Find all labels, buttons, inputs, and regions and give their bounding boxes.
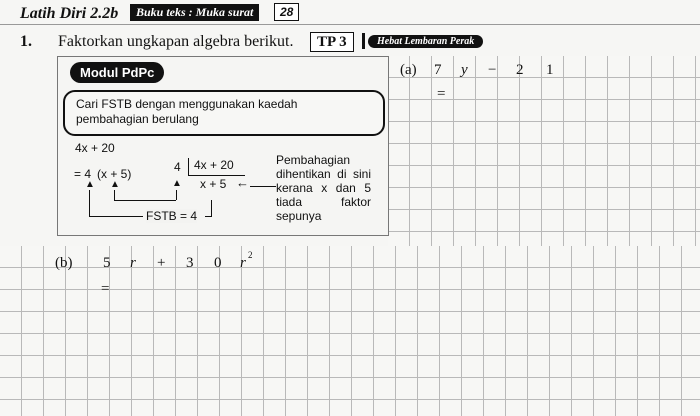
part-a-token: 2	[516, 62, 524, 78]
part-b-token: +	[157, 255, 166, 271]
hebat-tag	[368, 35, 483, 48]
part-b-equals: =	[101, 281, 110, 297]
up-arrow-icon: ▲	[85, 179, 95, 190]
modul-pdpc-pill	[70, 62, 164, 83]
part-a-token: y	[461, 62, 468, 78]
connector-line	[89, 216, 143, 217]
textbook-tag-label: Buku teks : Muka surat	[136, 5, 254, 19]
connector-line	[205, 216, 212, 217]
header-rule	[0, 24, 700, 25]
fstb-result: FSTB = 4	[146, 209, 198, 223]
connector-line	[89, 190, 90, 216]
up-arrow-icon: ▲	[172, 178, 182, 189]
tag-divider-icon	[362, 33, 365, 49]
arrow-line	[250, 186, 276, 187]
part-b-token: r	[240, 255, 246, 271]
instruction-text: Cari FSTB dengan menggunakan kaedah pembahagian berulang	[76, 97, 298, 126]
factored-bracket: (x + 5)	[97, 167, 132, 181]
part-a-token: 7	[434, 62, 442, 78]
exercise-title: Latih Diri 2.2b	[20, 5, 119, 22]
dividend: 4x + 20	[194, 158, 234, 172]
part-a-token: 1	[546, 62, 554, 78]
part-a-equals: =	[437, 86, 446, 102]
question-number: 1.	[20, 33, 32, 50]
part-b-token: 5	[103, 255, 111, 271]
connector-line	[176, 190, 177, 200]
page-number-box	[274, 3, 299, 21]
textbook-page-tag	[130, 4, 259, 21]
divisor: 4	[174, 160, 181, 174]
quotient: x + 5	[200, 177, 227, 191]
tp-tag-label: TP 3	[317, 34, 347, 50]
connector-line	[114, 190, 115, 200]
part-b-exponent: 2	[248, 250, 253, 260]
connector-line	[114, 200, 176, 201]
part-a-label: (a)	[400, 62, 417, 78]
answer-grid-top	[388, 56, 700, 246]
part-b-token: r	[130, 255, 136, 271]
factored-prefix: = 4	[74, 167, 92, 181]
modul-pdpc-label: Modul PdPc	[80, 65, 155, 80]
part-a-token: −	[488, 62, 497, 78]
original-expression: 4x + 20	[75, 141, 115, 155]
part-b-label: (b)	[55, 255, 73, 271]
connector-line	[211, 200, 212, 216]
part-b-token: 0	[214, 255, 222, 271]
hebat-tag-label: Hebat Lembaran Perak	[377, 36, 475, 47]
tp-tag	[310, 32, 354, 52]
page-number: 28	[280, 5, 294, 19]
up-arrow-icon: ▲	[110, 179, 120, 190]
left-arrow-icon: ←	[236, 175, 249, 190]
part-b-token: 3	[186, 255, 194, 271]
explanation-text: Pembahagian dihentikan di sini kerana x dan 5 tiada faktor sepunya	[276, 153, 371, 223]
question-text: Faktorkan ungkapan algebra berikut.	[58, 33, 294, 50]
